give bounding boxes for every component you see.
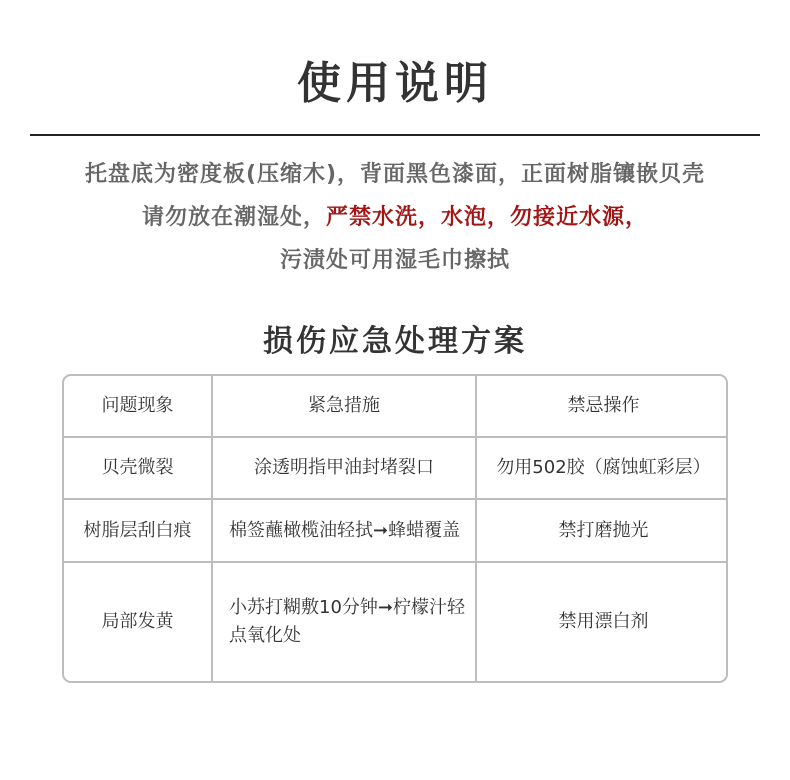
- cell-action: 小苏打糊敷10分钟➞柠檬汁轻点氧化处: [212, 562, 476, 681]
- intro-line-2-plain: 请勿放在潮湿处，: [141, 205, 326, 230]
- title-divider: [30, 134, 760, 136]
- cell-action: 棉签蘸橄榄油轻拭➞蜂蜡覆盖: [212, 499, 476, 562]
- table-row: [64, 562, 728, 681]
- table-row: [64, 437, 728, 500]
- intro-line-3: 污渍处可用湿毛巾擦拭: [279, 248, 510, 273]
- cell-taboo: 禁用漂白剂: [476, 562, 728, 681]
- cell-problem: 局部发黄: [64, 562, 212, 681]
- emergency-table: [62, 374, 728, 683]
- header-problem: 问题现象: [64, 376, 212, 437]
- table-header-row: [64, 376, 728, 437]
- water-warning: 严禁水洗，水泡，勿接近水源，: [326, 205, 649, 230]
- page-title: 使用说明: [297, 58, 493, 109]
- cell-taboo: 勿用502胶（腐蚀虹彩层）: [476, 437, 728, 500]
- section-title: 损伤应急处理方案: [263, 324, 527, 359]
- table-row: [64, 499, 728, 562]
- header-taboo: 禁忌操作: [476, 376, 728, 437]
- intro-line-2: [0, 203, 790, 233]
- header-action: 紧急措施: [212, 376, 476, 437]
- cell-action: 涂透明指甲油封堵裂口: [212, 437, 476, 500]
- intro-line-1: 托盘底为密度板(压缩木)，背面黑色漆面，正面树脂镶嵌贝壳: [84, 162, 706, 187]
- cell-problem: 贝壳微裂: [64, 437, 212, 500]
- cell-taboo: 禁打磨抛光: [476, 499, 728, 562]
- cell-problem: 树脂层刮白痕: [64, 499, 212, 562]
